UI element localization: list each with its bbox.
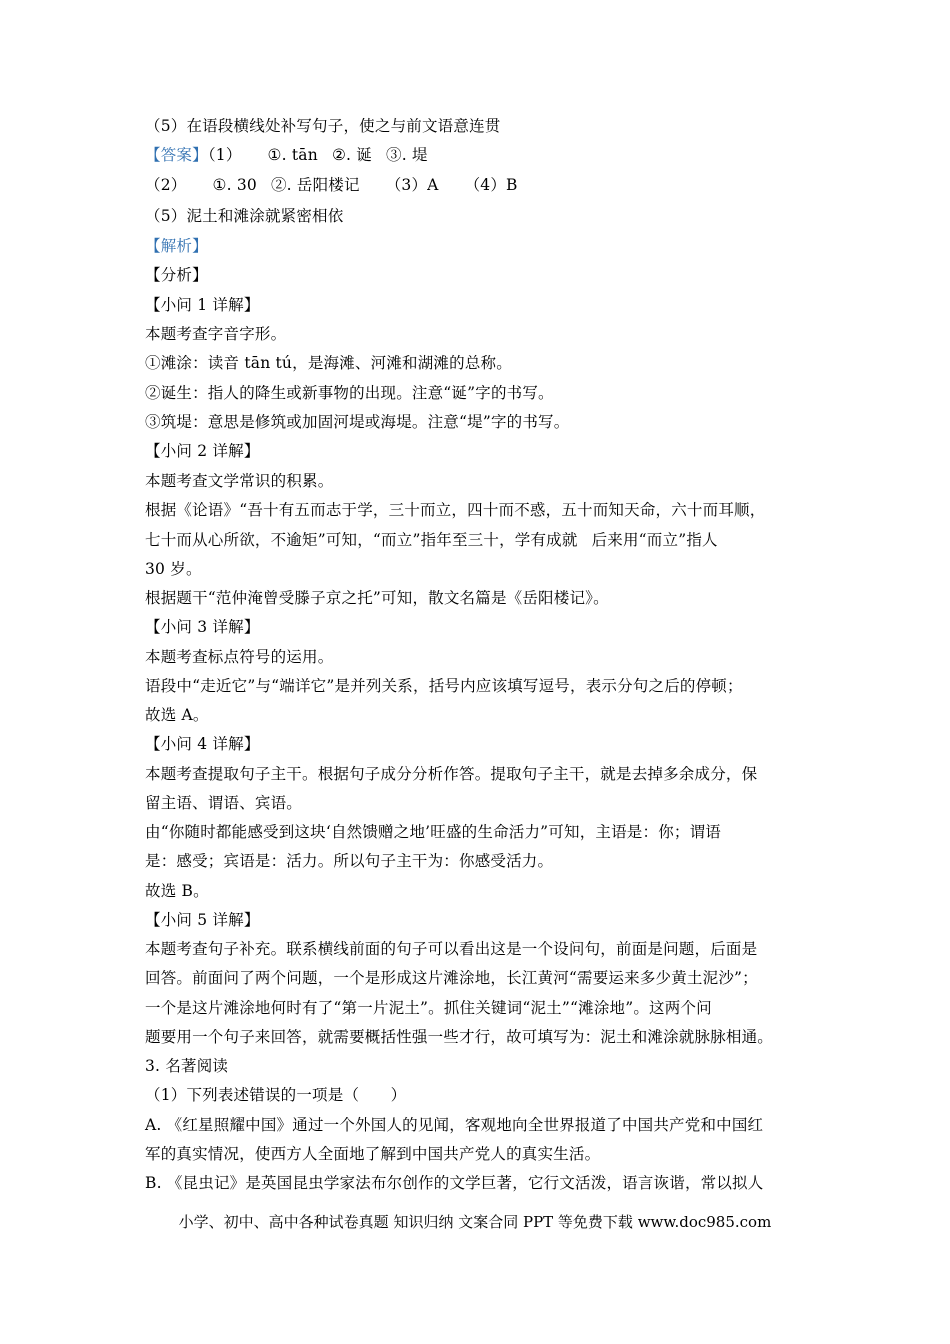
text-line: 一个是这片滩涂地何时有了“第一片泥土”。抓住关键词“泥土”“滩涂地”。这两个问: [145, 999, 712, 1017]
answer-q3: （3）A: [385, 176, 439, 194]
answer-q2-item2: ②. 岳阳楼记: [270, 176, 360, 194]
question-5-prompt: （5）在语段横线处补写句子，使之与前文语意连贯: [145, 117, 501, 135]
heading-q4: 【小问 4 详解】: [145, 735, 260, 753]
text-line: ②诞生：指人的降生或新事物的出现。注意“诞”字的书写。: [145, 384, 554, 402]
text-line: 本题考查字音字形。: [145, 325, 287, 343]
answer-q5: （5）泥土和滩涂就紧密相依: [145, 207, 344, 225]
option-a: A. 《红星照耀中国》通过一个外国人的见闻，客观地向全世界报道了中国共产党和中国红: [145, 1116, 764, 1134]
text-segment: 七十而从心所欲，不逾矩”可知，“而立”指年至三十，学有成就: [145, 531, 578, 549]
answer-q2-label: （2）: [145, 176, 187, 194]
answer-q1-item3: ③. 堤: [386, 146, 428, 164]
text-line: 故选 B。: [145, 882, 209, 900]
answer-line-1: [145, 144, 815, 166]
text-segment: 后来用“而立”指人: [591, 531, 718, 549]
text-line: [145, 529, 815, 551]
section-heading-3: 3. 名著阅读: [145, 1057, 229, 1075]
text-line: 是：感受；宾语是：活力。所以句子主干为：你感受活力。: [145, 852, 554, 870]
text-line: 留主语、谓语、宾语。: [145, 794, 303, 812]
text-line: 本题考查句子补充。联系横线前面的句子可以看出这是一个设问句，前面是问题，后面是: [145, 940, 758, 958]
question-prompt: （1）下列表述错误的一项是（ ）: [145, 1086, 407, 1104]
answer-q2-item1: ①. 30: [212, 176, 257, 194]
answer-q1-item2: ②. 诞: [331, 146, 372, 164]
option-b: B. 《昆虫记》是英国昆虫学家法布尔创作的文学巨著，它行文活泼，语言诙谐，常以拟人: [145, 1174, 764, 1192]
text-line: 本题考查提取句子主干。根据句子成分分析作答。提取句子主干，就是去掉多余成分，保: [145, 765, 758, 783]
text-line: ③筑堤：意思是修筑或加固河堤或海堤。注意“堤”字的书写。: [145, 413, 570, 431]
text-line: 由“你随时都能感受到这块‘自然馈赠之地’旺盛的生命活力”可知，主语是：你；谓语: [145, 823, 722, 841]
text-line: 根据题干“范仲淹曾受滕子京之托”可知，散文名篇是《岳阳楼记》。: [145, 589, 609, 607]
text-line: 故选 A。: [145, 706, 209, 724]
answer-q4: （4）B: [464, 176, 518, 194]
heading-q2: 【小问 2 详解】: [145, 442, 260, 460]
text-line: 语段中“走近它”与“端详它”是并列关系，括号内应该填写逗号，表示分句之后的停顿；: [145, 677, 743, 695]
text-line: 本题考查文学常识的积累。: [145, 472, 334, 490]
text-line: 根据《论语》“吾十有五而志于学，三十而立，四十而不惑，五十而知天命，六十而耳顺，: [145, 501, 766, 519]
text-line: 题要用一个句子来回答，就需要概括性强一些才行，故可填写为：泥土和滩涂就脉脉相通。: [145, 1028, 774, 1046]
page-footer: 小学、初中、高中各种试卷真题 知识归纳 文案合同 PPT 等免费下载 www.doc985.com: [178, 1213, 772, 1231]
heading-q3: 【小问 3 详解】: [145, 618, 260, 636]
text-line: 回答。前面问了两个问题，一个是形成这片滩涂地，长江黄河“需要运来多少黄土泥沙”；: [145, 969, 758, 987]
answer-line-2: [145, 174, 815, 196]
heading-q5: 【小问 5 详解】: [145, 911, 260, 929]
answer-q1-item1: ①. tān: [267, 146, 318, 164]
text-line: ①滩涂：读音 tān tú，是海滩、河滩和湖滩的总称。: [145, 354, 512, 372]
option-a-cont: 军的真实情况，使西方人全面地了解到中国共产党人的真实生活。: [145, 1145, 601, 1163]
section-analysis: 【分析】: [145, 266, 208, 284]
heading-q1: 【小问 1 详解】: [145, 296, 260, 314]
analysis-tag: 【解析】: [145, 237, 208, 255]
text-line: 本题考查标点符号的运用。: [145, 648, 334, 666]
answer-tag: 【答案】: [145, 146, 208, 164]
answer-q1-label: （1）: [207, 146, 242, 164]
text-line: 30 岁。: [145, 560, 202, 578]
